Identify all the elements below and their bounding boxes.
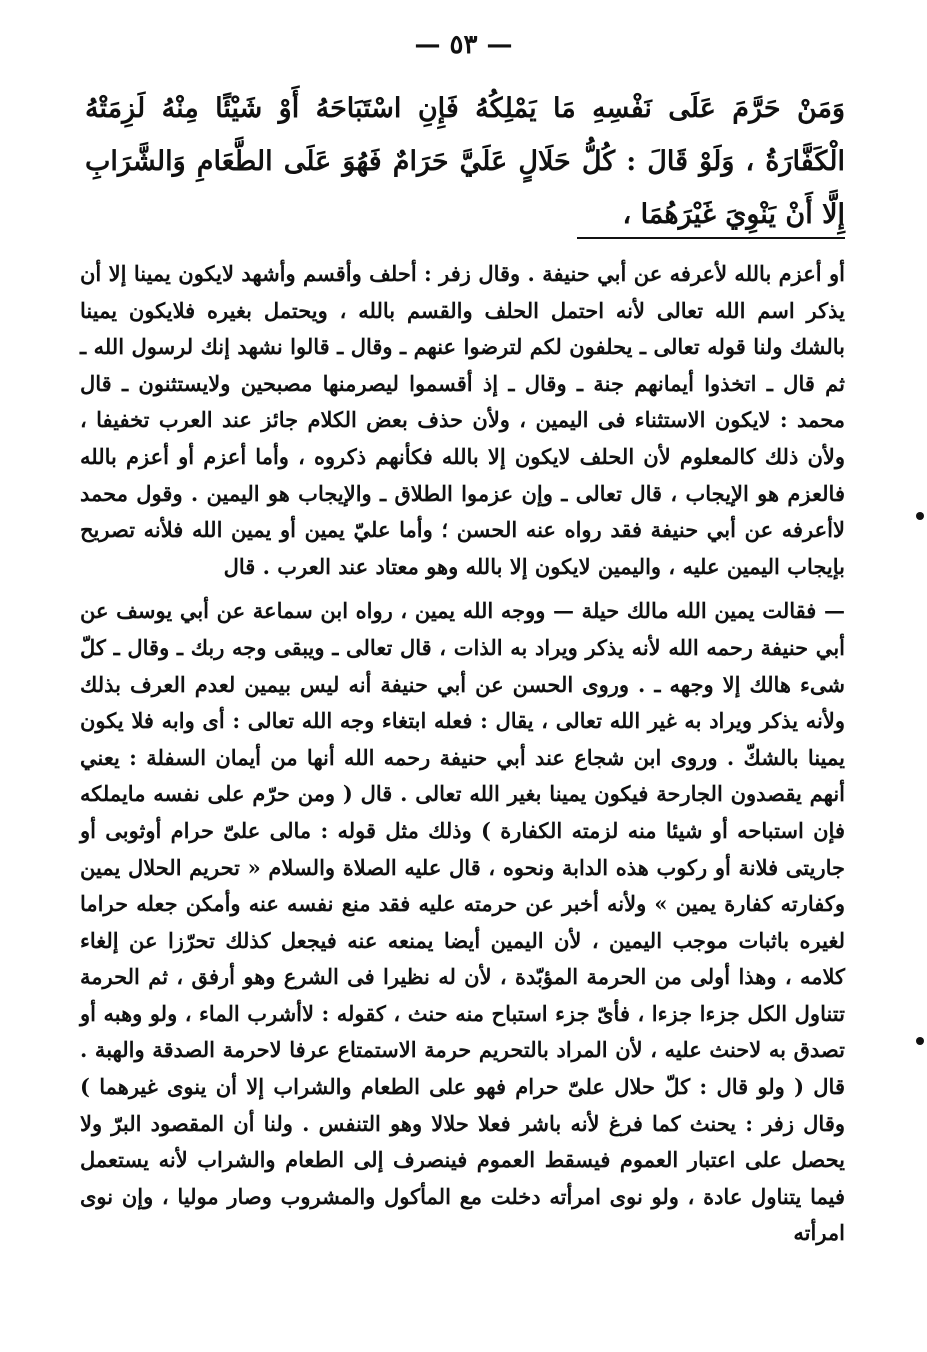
main-text: وَمَنْ حَرَّمَ عَلَى نَفْسِهِ مَا يَمْلِكُهُ فَإِنِ اسْتَبَاحَهُ أَوْ شَيْئًا مِنْهُ لَزِمَتْهُ الْكَفَّارَةُ ، وَلَوْ قَالَ : كُلُّ حَلَالٍ عَلَيَّ حَرَامٌ فَهُوَ عَلَى الطَّعَامِ وَالشَّرَابِ إِلَّا أَنْ يَنْوِيَ غَيْرَهُمَا ،: [85, 93, 845, 230]
commentary: [80, 256, 845, 1252]
footnote-divider: [577, 237, 845, 239]
commentary-paragraph-1: أو أعزم بالله لأعرفه عن أبي حنيفة . وقال زفر : أحلف وأقسم وأشهد لايكون يمينا إلا أن يذكر اسم الله تعالى لأنه احتمل الحلف والقسم بالله ، ويحتمل بغيره فلايكون يمينا بالشك ولنا قوله تعالى ـ يحلفون لكم لترضوا عنهم ـ وقال ـ قالوا نشهد إنك لرسول الله ـ ثم قال ـ اتخذوا أيمانهم جنة ـ وقال ـ إذ أقسموا ليصرمنها مصبحين ولايستثنون ـ قال محمد : لايكون الاستثناء فى اليمين ، ولأن حذف بعض الكلام جائز عند العرب تخفيفا ، ولأن ذلك كالمعلوم لأن الحلف لايكون إلا بالله فكأنهم ذكروه ، وأما أعزم أو أعزم بالله فالعزم هو الإيجاب ، قال تعالى ـ وإن عزموا الطلاق ـ والإيجاب هو اليمين . وقول محمد لاأعرفه عن أبي حنيفة فقد رواه عنه الحسن ؛ وأما عليّ يمين أو يمين الله فلأنه تصريح بإيجاب اليمين عليه ، واليمين لايكون إلا بالله وهو معتاد عند العرب . قال: [80, 261, 845, 579]
page-number: — ٥٣ —: [414, 30, 513, 60]
commentary-paragraph-2: — فقالت يمين الله مالك حيلة — ووجه الله يمين ، رواه ابن سماعة عن أبي يوسف عن أبي حنيفة رحمه الله لأنه يذكر ويراد به الذات ، قال تعالى ـ ويبقى وجه ربك ـ وقال ـ كلّ شىء هالك إلا وجهه ـ . وروى الحسن عن أبي حنيفة أنه ليس بيمين لعدم العرف بذلك ولأنه يذكر ويراد به غير الله تعالى ، يقال : فعله ابتغاء وجه الله تعالى : أى وابه فلا يكون يمينا بالشكّ . وروى ابن شجاع عند أبي حنيفة رحمه الله أنها من أيمان السفلة : يعني أنهم يقصدون الجارحة فيكون يمينا بغير الله تعالى . قال ( ومن حرّم على نفسه مايملكه فإن استباحه أو شيئا منه لزمته الكفارة ) وذلك مثل قوله : مالى علىّ حرام أوثوبى أو جاريتى فلانة أو ركوب هذه الدابة ونحوه ، قال عليه الصلاة والسلام « تحريم الحلال يمين وكفارته كفارة يمين » ولأنه أخبر عن حرمته عليه فقد منع نفسه عنه وأمكن جعله حراما لغيره باثبات موجب اليمين ، لأن اليمين أيضا يمنعه عنه فيجعل كذلك تحرّزا عن إلغاء كلامه ، وهذا أولى من الحرمة المؤبّدة ، لأن له نظيرا فى الشرع وهو أرفق ، ثم الحرمة تتناول الكل جزءا جزءا ، فأىّ جزء استباح منه حنث ، كقوله : لاأشرب الماء ، ولو وهبه أو تصدق به لاحنث عليه ، لأن المراد بالتحريم حرمة الاستمتاع عرفا لاحرمة الصدقة والهبة . قال ( ولو قال : كلّ حلال علىّ حرام فهو على الطعام والشراب إلا أن ينوى غيرهما ) وقال زفر : يحنث كما فرغ لأنه باشر فعلا حلالا وهو التنفس . ولنا أن المقصود البرّ ولا يحصل على اعتبار العموم فيسقط العموم فينصرف إلى الطعام والشراب لأنه يستعمل فيما يتناول عادة ، ولو نوى امرأته دخلت مع المأكول والمشروب وصار موليا ، وإن نوى امرأته: [80, 598, 845, 1246]
margin-dot: [916, 1037, 924, 1045]
margin-dot: [916, 512, 924, 520]
